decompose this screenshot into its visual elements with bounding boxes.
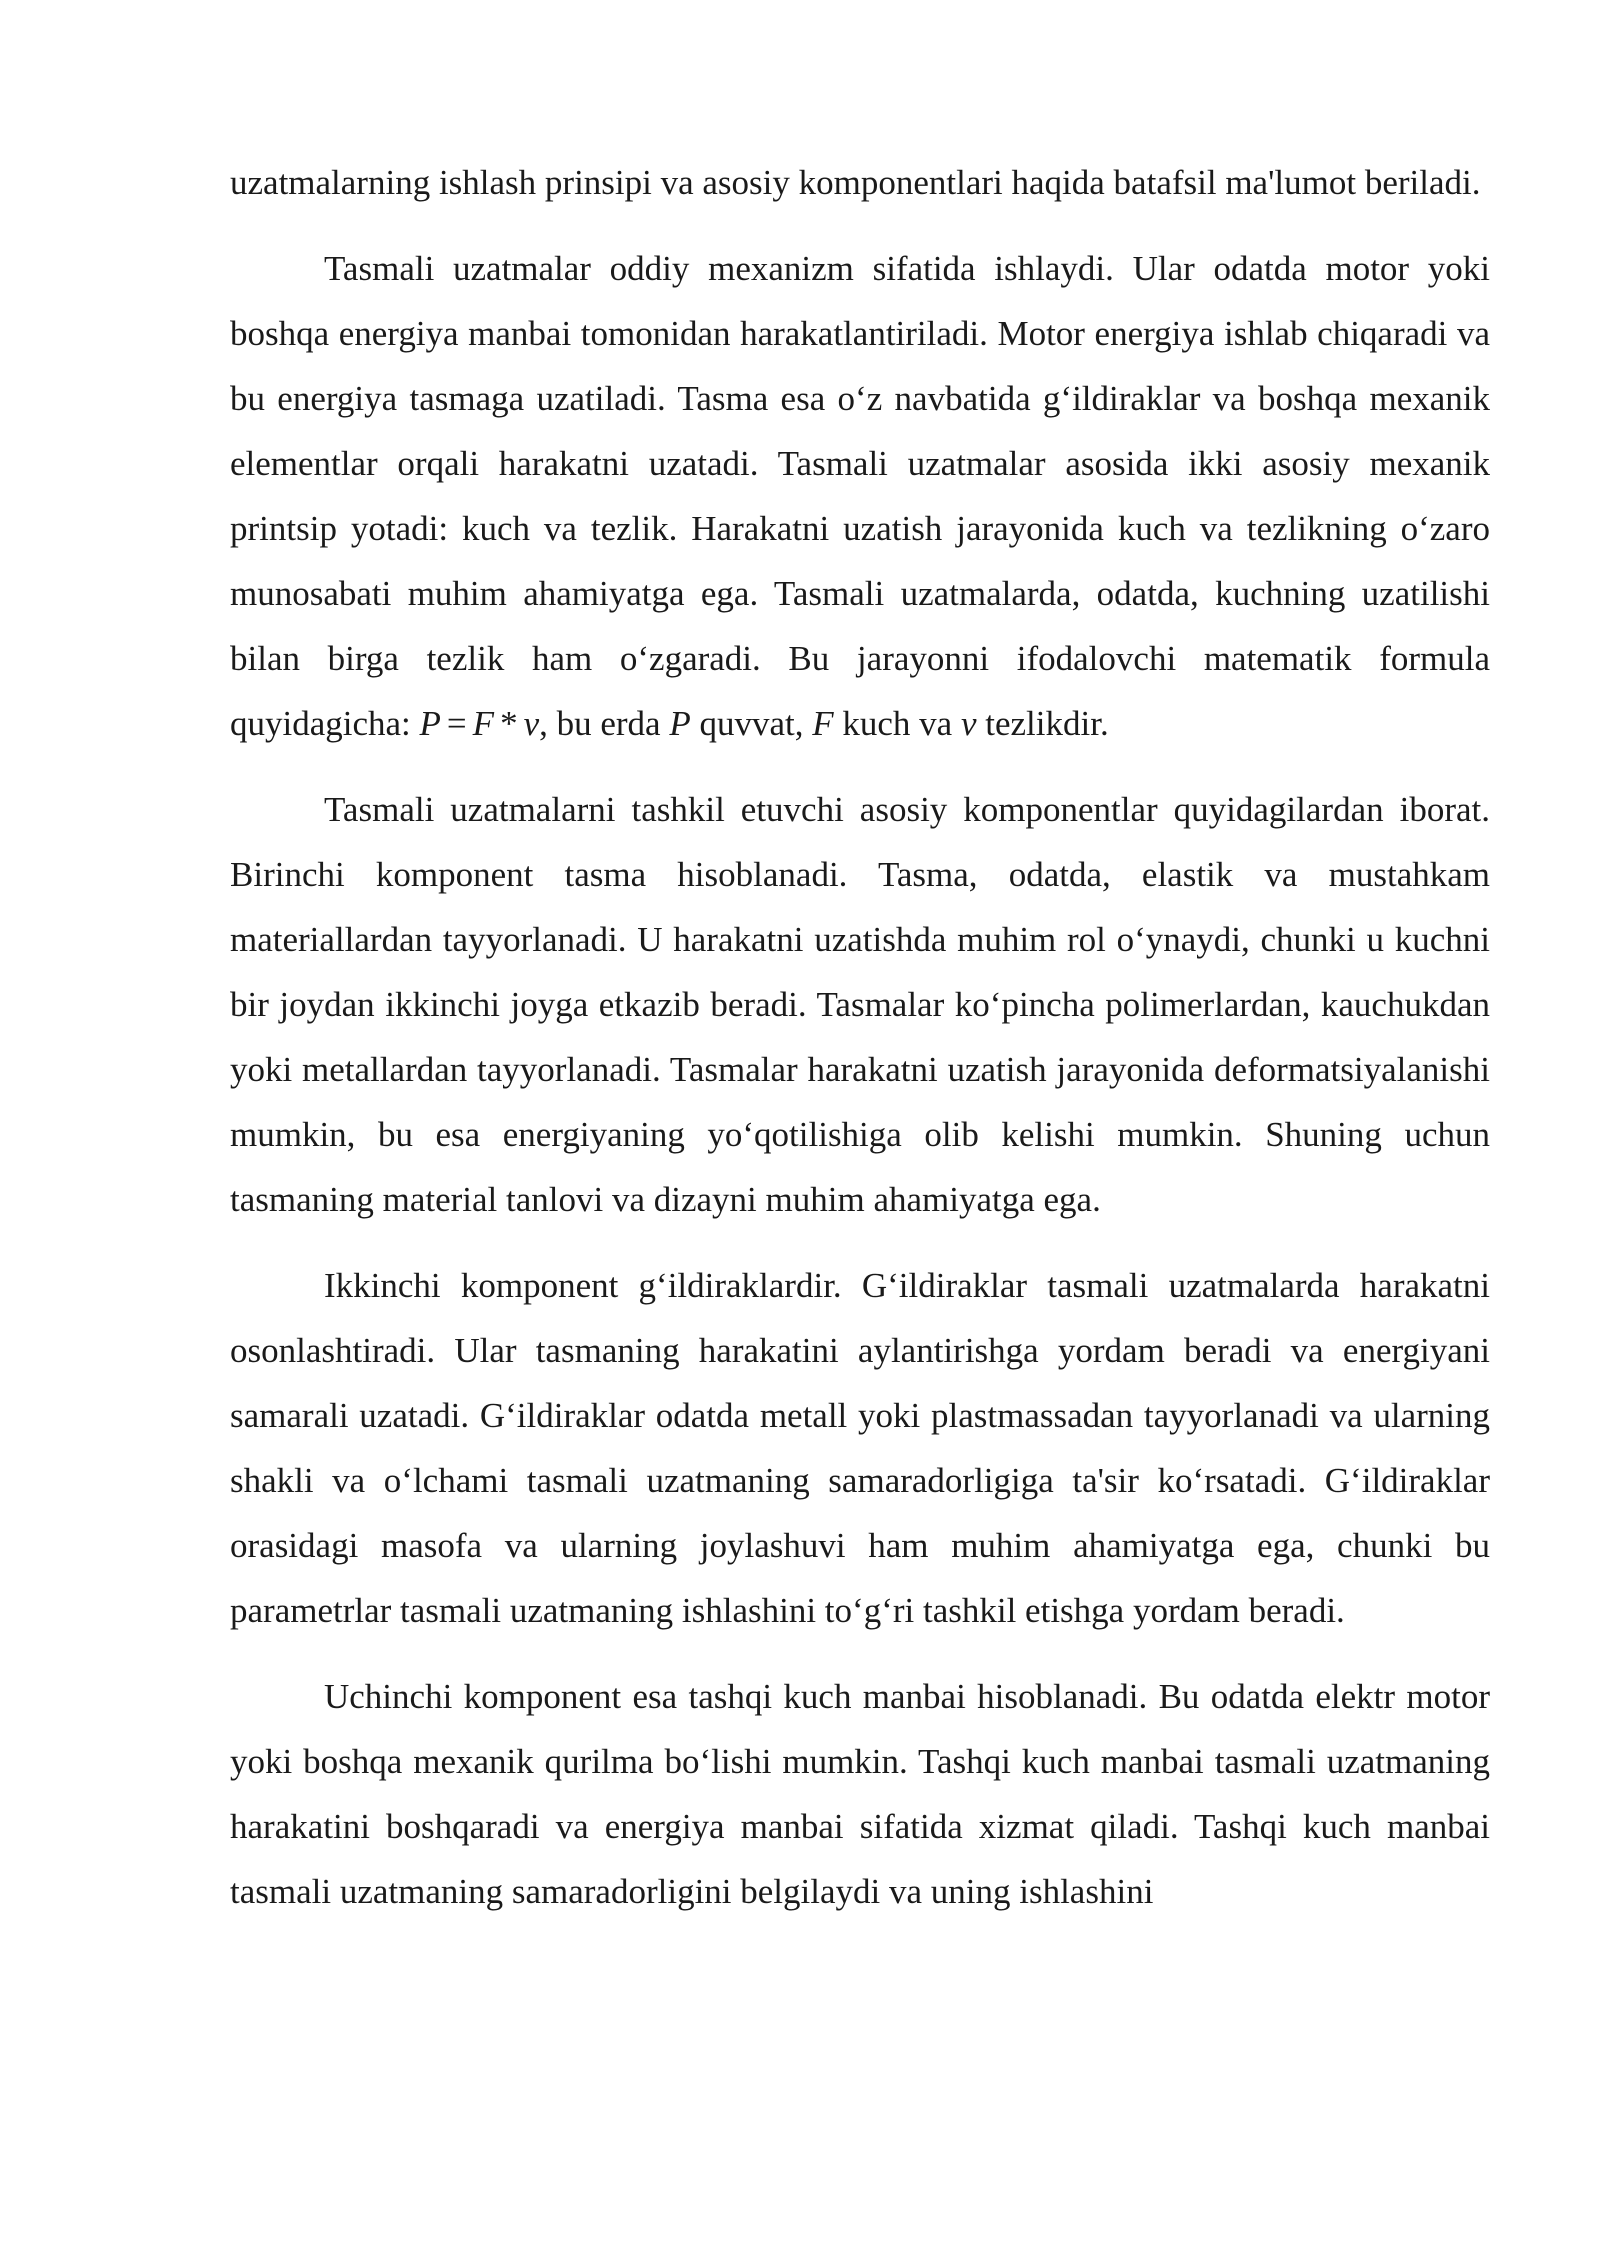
formula-var-v: v [523, 704, 540, 743]
variable-p: P [669, 704, 691, 743]
formula [420, 704, 540, 743]
paragraph-power-source-component: Uchinchi komponent esa tashqi kuch manbai hisoblanadi. Bu odatda elektr motor yoki boshqa mexanik qurilma bo‘lishi mumkin. Tashqi kuch manbai tasmali uzatmaning harakatini boshqaradi va energiya manbai sifatida xizmat qiladi. Tashqi kuch manbai tasmali uzatmaning samaradorligini belgilaydi va uning ishlashini [230, 1677, 1490, 1911]
paragraph-text-power: quvvat, [690, 704, 813, 743]
variable-v: v [960, 704, 977, 743]
paragraph-wheel-component: Ikkinchi komponent g‘ildiraklardir. G‘ildiraklar tasmali uzatmalarda harakatni osonlashtiradi. Ular tasmaning harakatini aylantirishga yordam beradi va energiyani samarali uzatadi. G‘ildiraklar odatda metall yoki plastmassadan tayyorlanadi va ularning shakli va o‘lchami tasmali uzatmaning samaradorligiga ta'sir ko‘rsatadi. G‘ildiraklar orasidagi masofa va ularning joylashuvi ham muhim ahamiyatga ega, chunki bu parametrlar tasmali uzatmaning ishlashini to‘g‘ri tashkil etishga yordam beradi. [230, 1266, 1490, 1630]
formula-equals: = [446, 704, 467, 743]
paragraph-continuation: uzatmalarning ishlash prinsipi va asosiy komponentlari haqida batafsil ma'lumot beriladi. [230, 163, 1481, 202]
paragraph-text-end: tezlikdir. [976, 704, 1109, 743]
paragraph-text: Tasmali uzatmalar oddiy mexanizm sifatida ishlaydi. Ular odatda motor yoki boshqa energiya manbai tomonidan harakatlantiriladi. Motor energiya ishlab chiqaradi va bu energiya tasmaga uzatiladi. Tasma esa o‘z navbatida g‘ildiraklar va boshqa mexanik elementlar orqali harakatni uzatadi. Tasmali uzatmalar asosida ikki asosiy mexanik printsip yotadi: kuch va tezlik. Harakatni uzatish jarayonida kuch va tezlikning o‘zaro munosabati muhim ahamiyatga ega. Tasmali uzatmalarda, odatda, kuchning uzatilishi bilan birga tezlik ham o‘zgaradi. Bu jarayonni ifodalovchi matematik formula quyidagicha: [230, 249, 1490, 743]
formula-var-p: P [419, 704, 441, 743]
formula-var-f: F [472, 704, 495, 743]
paragraph-belt-component: Tasmali uzatmalarni tashkil etuvchi asosiy komponentlar quyidagilardan iborat. Birinchi komponent tasma hisoblanadi. Tasma, odatda, elastik va mustahkam materiallardan tayyorlanadi. U harakatni uzatishda muhim rol o‘ynaydi, chunki u kuchni bir joydan ikkinchi joyga etkazib beradi. Tasmalar ko‘pincha polimerlardan, kauchukdan yoki metallardan tayyorlanadi. Tasmalar harakatni uzatish jarayonida deformatsiyalanishi mumkin, bu esa energiyaning yo‘qotilishiga olib kelishi mumkin. Shuning uchun tasmaning material tanlovi va dizayni muhim ahamiyatga ega. [230, 790, 1490, 1219]
paragraph-text-force: kuch va [833, 704, 961, 743]
variable-f: F [812, 704, 834, 743]
formula-multiply: * [500, 704, 518, 743]
paragraph-text-after-formula: , bu erda [539, 704, 670, 743]
document-body [230, 150, 1490, 1945]
paragraph-working-principle [230, 236, 1490, 756]
